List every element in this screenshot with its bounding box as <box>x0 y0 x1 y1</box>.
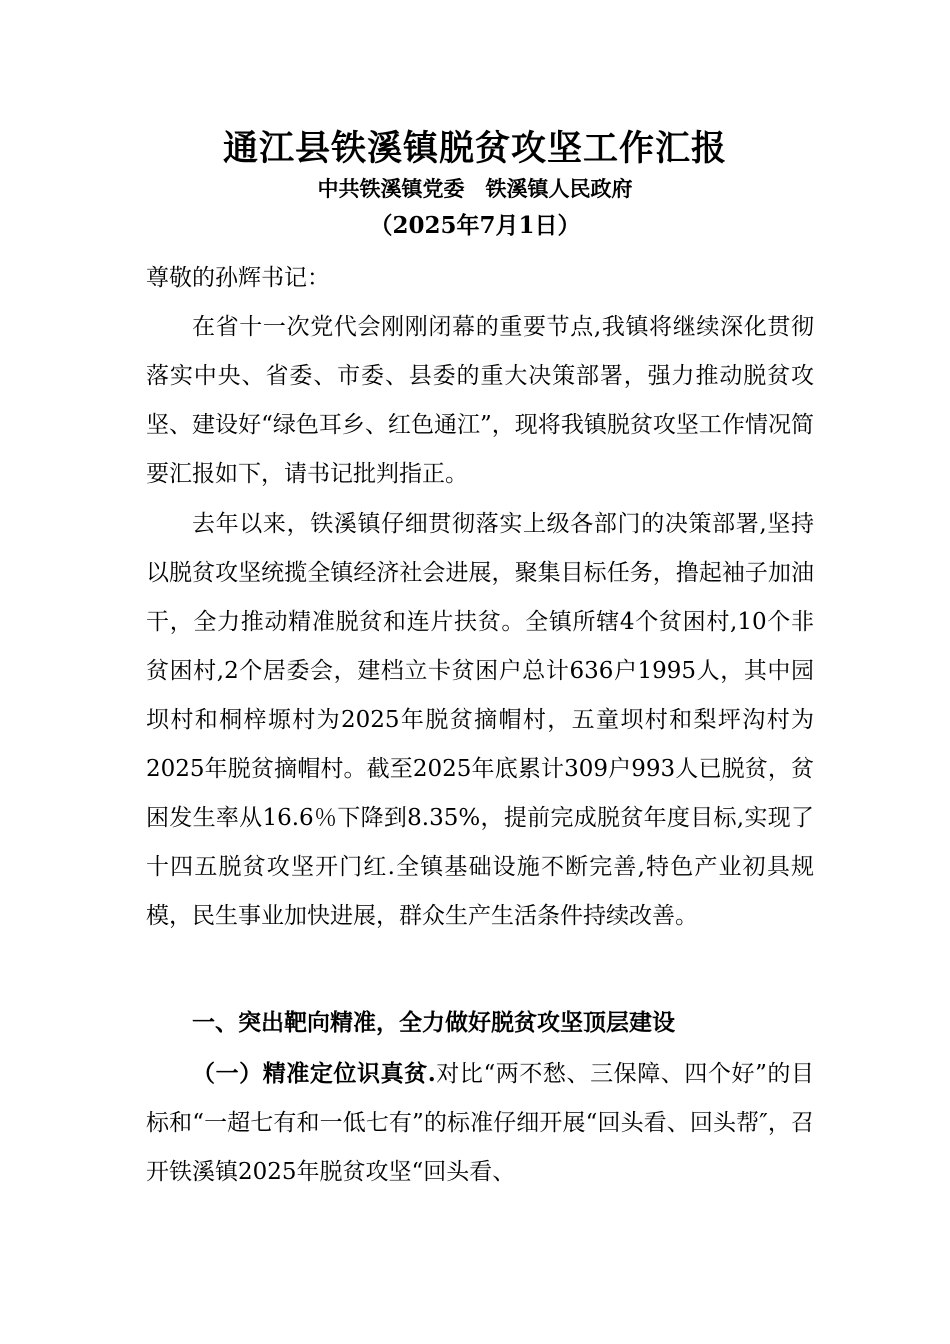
paragraph-section1-sub1 <box>146 1049 814 1197</box>
paragraph-overview: 去年以来，铁溪镇仔细贯彻落实上级各部门的决策部署,坚持以脱贫攻坚统揽全镇经济社会进展，聚集目标任务，撸起袖子加油干，全力推动精准脱贫和连片扶贫。全镇所辖4个贫困村,10个非贫困村,2个居委会，建档立卡贫困户总计636户1995人，其中园坝村和桐梓塬村为2025年脱贫摘帽村，五童坝村和梨坪沟村为2025年脱贫摘帽村。截至2025年底累计309户993人已脱贫，贫困发生率从16.6％下降到8.35%，提前完成脱贫年度目标,实现了十四五脱贫攻坚开门红.全镇基础设施不断完善,特色产业初具规模，民生事业加快进展，群众生产生活条件持续改善。 <box>146 511 814 929</box>
document-date: （2025年7月1日） <box>369 212 581 239</box>
section-heading-1: 一、突出靶向精准，全力做好脱贫攻坚顶层建设 <box>192 1009 675 1036</box>
document-subtitle: 中共铁溪镇党委 铁溪镇人民政府 <box>317 176 633 201</box>
subsection-text: 对比“两不愁、三保障、四个好”的目标和“一超七有和一低七有”的标准仔细开展“回头看、回头帮″，召开铁溪镇2025年脱贫攻坚“回头看、 <box>146 1061 814 1185</box>
paragraph-intro: 在省十一次党代会刚刚闭幕的重要节点,我镇将继续深化贯彻落实中央、省委、市委、县委的重大决策部署，强力推动脱贫攻坚、建设好“绿色耳乡、红色通江”，现将我镇脱贫攻坚工作情况简要汇报如下，请书记批判指正。 <box>146 314 814 487</box>
document-title: 通江县铁溪镇脱贫攻坚工作汇报 <box>222 128 727 169</box>
salutation: 尊敬的孙辉书记： <box>146 265 330 291</box>
subsection-heading: （一）精准定位识真贫. <box>192 1060 436 1087</box>
